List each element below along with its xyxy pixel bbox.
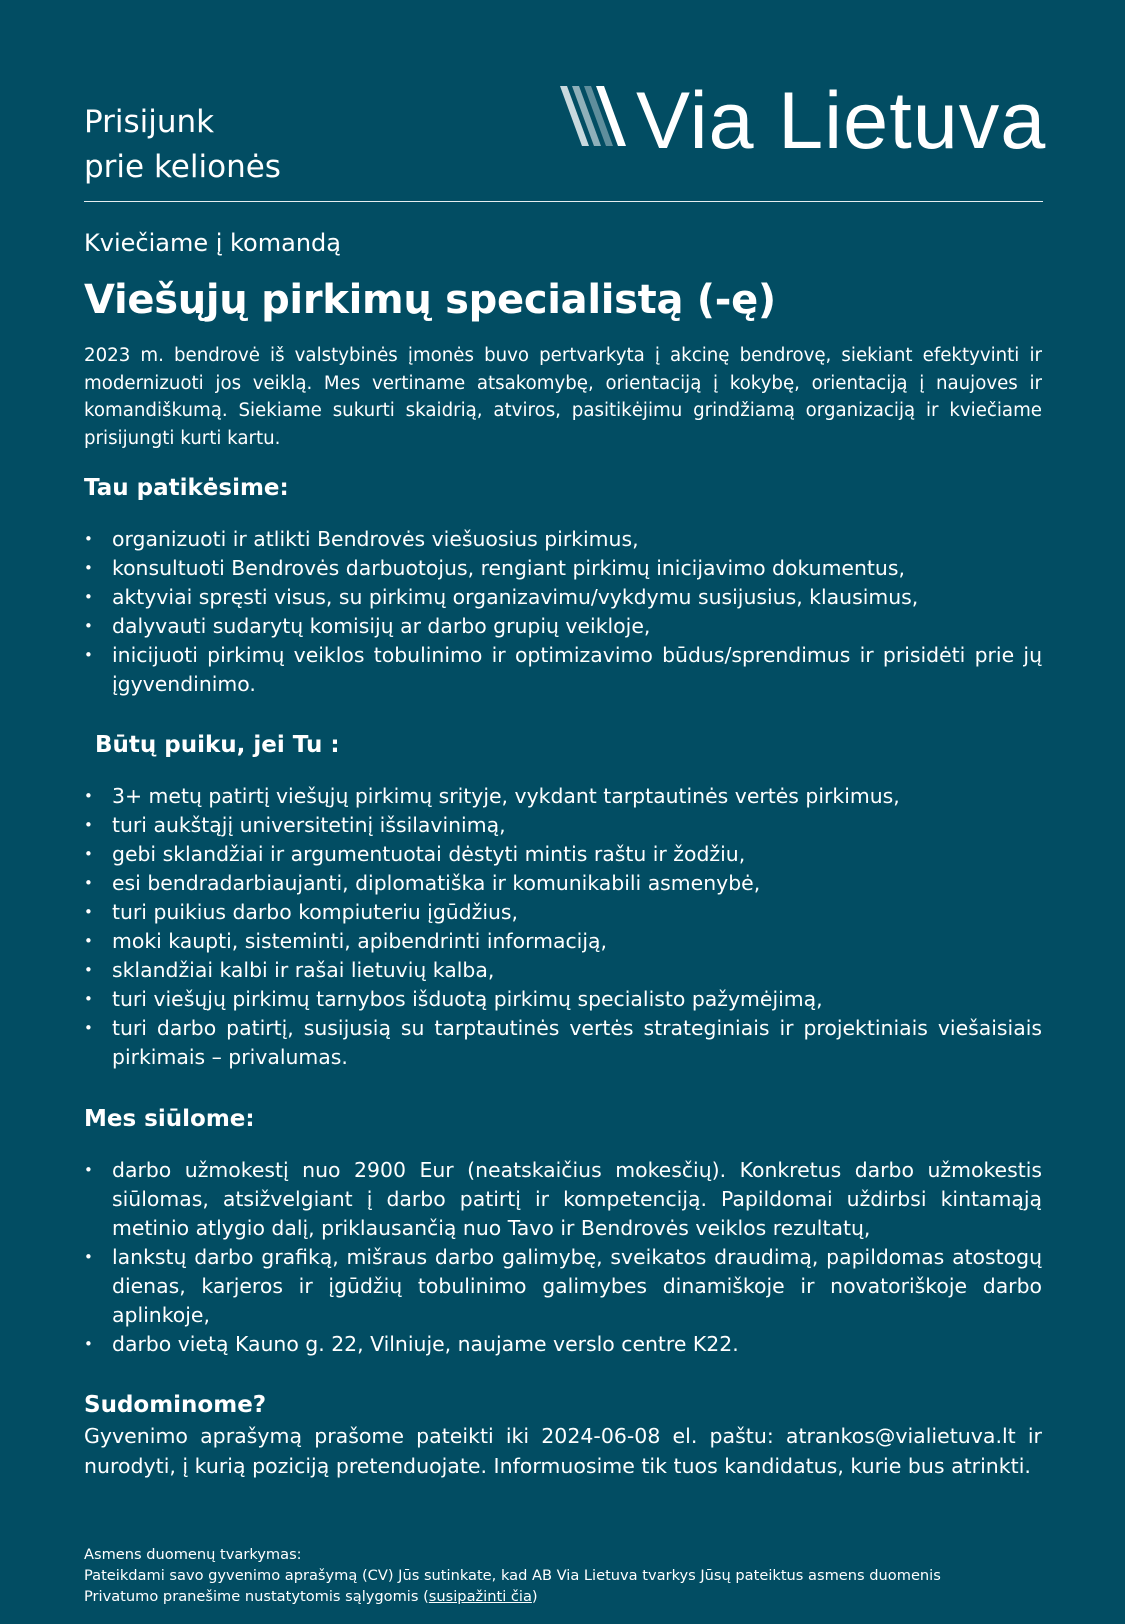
header-divider (84, 201, 1043, 202)
list-item: • 3+ metų patirtį viešųjų pirkimų srityje, vykdant tarptautinės vertės pirkimus, (84, 782, 1042, 811)
list-item: • turi aukštąjį universitetinį išsilavinimą, (84, 811, 1042, 840)
privacy-heading: Asmens duomenų tvarkymas: (84, 1546, 302, 1563)
list-item: • aktyviai spręsti visus, su pirkimų organizavimu/vykdymu susijusius, klausimus, (84, 583, 1042, 612)
tagline-line-1: Prisijunk (84, 104, 215, 140)
logo-stripes-icon (560, 80, 642, 146)
responsibilities-heading: Tau patikėsime: (84, 475, 289, 501)
tagline (84, 100, 281, 190)
cta-text: Gyvenimo aprašymą prašome pateikti iki 2024-06-08 el. paštu: atrankos@vialietuva.lt ir nurodyti, į kurią poziciją pretenduojate. Informuosime tik tuos kandidatus, kurie bus atrinkti. (84, 1424, 1042, 1478)
main-content (84, 226, 1042, 1481)
list-item: • turi viešųjų pirkimų tarnybos išduotą pirkimų specialisto pažymėjimą, (84, 985, 1042, 1014)
list-item: • inicijuoti pirkimų veiklos tobulinimo ir optimizavimo būdus/sprendimus ir prisidėti prie jų įgyvendinimo. (84, 641, 1042, 699)
responsibilities-list (84, 525, 1042, 699)
list-item: • gebi sklandžiai ir argumentuotai dėstyti mintis raštu ir žodžiu, (84, 840, 1042, 869)
list-item: • dalyvauti sudarytų komisijų ar darbo grupių veikloje, (84, 612, 1042, 641)
list-item: • lankstų darbo grafiką, mišraus darbo galimybę, sveikatos draudimą, papildomas atostogų dienas, karjeros ir įgūdžių tobulinimo galimybes dinamiškoje ir novatoriškoje darbo aplinkoje, (84, 1243, 1042, 1330)
list-item: • darbo vietą Kauno g. 22, Vilniuje, naujame verslo centre K22. (84, 1330, 1042, 1359)
privacy-line-2 (84, 1586, 1044, 1607)
kicker-text: Kviečiame į komandą (84, 229, 341, 257)
list-item: • moki kaupti, sisteminti, apibendrinti informaciją, (84, 927, 1042, 956)
offer-list (84, 1156, 1042, 1359)
privacy-line-2-prefix: Privatumo pranešime nustatytomis sąlygomis ( (84, 1588, 429, 1605)
privacy-line-1: Pateikdami savo gyvenimo aprašymą (CV) Jūs sutinkate, kad AB Via Lietuva tvarkys Jūsų pateiktus asmens duomenis (84, 1567, 941, 1584)
list-item: • turi puikius darbo kompiuteriu įgūdžius, (84, 898, 1042, 927)
list-item: • esi bendradarbiaujanti, diplomatiška ir komunikabili asmenybė, (84, 869, 1042, 898)
requirements-list (84, 782, 1042, 1072)
cta-heading: Sudominome? (84, 1392, 267, 1418)
via-lietuva-logo (560, 76, 1047, 166)
offer-heading: Mes siūlome: (84, 1106, 255, 1132)
tagline-line-2: prie kelionės (84, 149, 281, 185)
logo-wordmark: Via Lietuva (636, 76, 1047, 166)
privacy-policy-link[interactable]: susipažinti čia (428, 1588, 532, 1605)
intro-paragraph: 2023 m. bendrovė iš valstybinės įmonės buvo pertvarkyta į akcinę bendrovę, siekiant efektyvinti ir modernizuoti jos veiklą. Mes vertiname atsakomybę, orientaciją į kokybę, orientaciją į naujoves ir komandiškumą. Siekiame sukurti skaidrią, atviros, pasitikėjimu grindžiamą organizaciją ir kviečiame prisijungti kurti kartu. (84, 345, 1042, 449)
privacy-line-2-suffix: ) (531, 1588, 538, 1605)
list-item: • sklandžiai kalbi ir rašai lietuvių kalba, (84, 956, 1042, 985)
list-item: • organizuoti ir atlikti Bendrovės viešuosius pirkimus, (84, 525, 1042, 554)
list-item: • konsultuoti Bendrovės darbuotojus, rengiant pirkimų inicijavimo dokumentus, (84, 554, 1042, 583)
list-item: • turi darbo patirtį, susijusią su tarptautinės vertės strateginiais ir projektiniais viešaisiais pirkimais – privalumas. (84, 1014, 1042, 1072)
list-item: • darbo užmokestį nuo 2900 Eur (neatskaičius mokesčių). Konkretus darbo užmokestis siūlomas, atsižvelgiant į darbo patirtį ir kompetenciją. Papildomai uždirbsi kintamąją metinio atlygio dalį, priklausančią nuo Tavo ir Bendrovės veiklos rezultatų, (84, 1156, 1042, 1243)
requirements-heading: Būtų puiku, jei Tu : (95, 732, 340, 758)
privacy-notice (84, 1544, 1044, 1607)
job-title: Viešųjų pirkimų specialistą (-ę) (84, 277, 776, 323)
